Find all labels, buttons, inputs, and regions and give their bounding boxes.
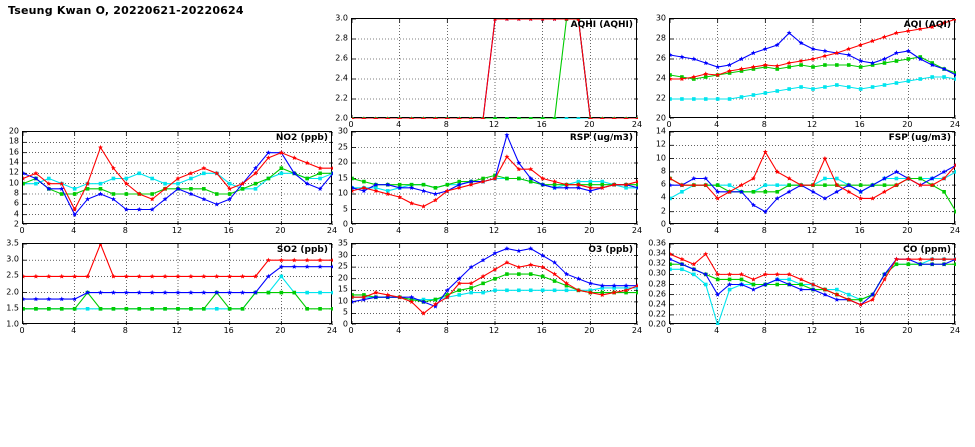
xtick-rsp-5: 20 bbox=[584, 226, 595, 235]
ytick-rsp-2: 10 bbox=[337, 188, 348, 198]
xtick-no2-6: 24 bbox=[326, 226, 338, 235]
ytick-aqi-1: 22 bbox=[655, 93, 666, 103]
chart-panel-fsp bbox=[639, 126, 961, 237]
ytick-rsp-1: 5 bbox=[342, 204, 348, 213]
xtick-fsp-0: 0 bbox=[666, 226, 672, 235]
ytick-co-0: 0.20 bbox=[648, 319, 666, 329]
plot-svg-no2 bbox=[23, 132, 333, 225]
plot-svg-co bbox=[670, 244, 956, 325]
xtick-rsp-0: 0 bbox=[348, 226, 354, 235]
plot-area-no2 bbox=[22, 131, 332, 224]
xtick-o3-4: 16 bbox=[536, 326, 547, 335]
xtick-aqi-5: 20 bbox=[902, 120, 913, 129]
xtick-rsp-6: 24 bbox=[631, 226, 643, 235]
xtick-fsp-4: 16 bbox=[854, 226, 865, 235]
ytick-rsp-4: 20 bbox=[337, 157, 348, 167]
ytick-fsp-0: 0 bbox=[660, 219, 666, 229]
xtick-aqhi-2: 8 bbox=[443, 120, 449, 129]
chart-title-aqi: AQI (AQI) bbox=[903, 20, 951, 30]
ytick-no2-6: 14 bbox=[8, 157, 19, 167]
chart-panel-rsp bbox=[321, 126, 643, 237]
xtick-aqi-0: 0 bbox=[666, 120, 672, 129]
ytick-aqhi-5: 3.0 bbox=[335, 13, 348, 23]
ytick-rsp-3: 15 bbox=[337, 173, 348, 182]
ytick-o3-6: 30 bbox=[337, 250, 348, 260]
plot-area-aqhi bbox=[351, 18, 637, 118]
ytick-no2-8: 18 bbox=[8, 136, 19, 146]
ytick-fsp-6: 12 bbox=[655, 139, 666, 149]
ytick-aqi-2: 24 bbox=[655, 73, 666, 83]
xtick-so2-4: 16 bbox=[223, 326, 234, 335]
page-title: Tseung Kwan O, 20220621-20220624 bbox=[8, 4, 244, 17]
ytick-aqi-0: 20 bbox=[655, 113, 666, 123]
ytick-no2-9: 20 bbox=[8, 126, 19, 136]
xtick-rsp-4: 16 bbox=[536, 226, 547, 235]
ytick-aqi-5: 30 bbox=[655, 13, 666, 23]
ytick-fsp-1: 2 bbox=[660, 206, 666, 216]
xtick-co-0: 0 bbox=[666, 326, 672, 335]
ytick-o3-4: 20 bbox=[337, 273, 348, 283]
ytick-so2-1: 1.5 bbox=[6, 303, 19, 313]
ytick-fsp-4: 8 bbox=[660, 166, 666, 176]
xtick-rsp-3: 12 bbox=[488, 226, 500, 235]
xtick-co-5: 20 bbox=[902, 326, 913, 335]
xtick-o3-6: 24 bbox=[631, 326, 643, 335]
plot-svg-rsp bbox=[352, 132, 638, 225]
xtick-so2-1: 4 bbox=[71, 326, 77, 335]
xtick-o3-5: 20 bbox=[584, 326, 595, 335]
xtick-no2-5: 20 bbox=[275, 226, 286, 235]
xtick-co-4: 16 bbox=[854, 326, 865, 335]
ytick-no2-5: 12 bbox=[8, 167, 19, 177]
ytick-co-4: 0.28 bbox=[648, 279, 666, 288]
ytick-o3-1: 5 bbox=[342, 307, 348, 317]
xtick-aqhi-4: 16 bbox=[536, 120, 547, 129]
ytick-o3-7: 35 bbox=[337, 238, 348, 248]
plot-area-rsp bbox=[351, 131, 637, 224]
plot-svg-o3 bbox=[352, 244, 638, 325]
xtick-so2-5: 20 bbox=[275, 326, 286, 335]
xtick-so2-2: 8 bbox=[122, 326, 128, 335]
ytick-rsp-5: 25 bbox=[337, 142, 348, 151]
chart-panel-so2 bbox=[0, 238, 338, 337]
xtick-fsp-6: 24 bbox=[949, 226, 961, 235]
plot-area-fsp bbox=[669, 131, 955, 224]
xtick-so2-0: 0 bbox=[19, 326, 25, 335]
plot-area-o3 bbox=[351, 243, 637, 324]
xtick-no2-0: 0 bbox=[19, 226, 25, 235]
xtick-so2-3: 12 bbox=[171, 326, 183, 335]
chart-title-no2: NO2 (ppb) bbox=[275, 133, 328, 143]
ytick-fsp-2: 4 bbox=[660, 192, 666, 202]
xtick-rsp-1: 4 bbox=[396, 226, 402, 235]
chart-title-so2: SO2 (ppb) bbox=[276, 245, 328, 255]
ytick-aqi-3: 26 bbox=[655, 53, 666, 63]
ytick-rsp-0: 0 bbox=[342, 219, 348, 229]
series-fsp-day-2 bbox=[670, 163, 956, 214]
plot-svg-aqi bbox=[670, 19, 956, 119]
ytick-aqi-4: 28 bbox=[655, 33, 666, 43]
ytick-fsp-7: 14 bbox=[655, 126, 666, 136]
xtick-co-2: 8 bbox=[761, 326, 767, 335]
ytick-o3-0: 0 bbox=[342, 319, 348, 329]
ytick-co-1: 0.22 bbox=[648, 309, 666, 319]
ytick-no2-0: 2 bbox=[13, 219, 19, 229]
ytick-so2-2: 2.0 bbox=[6, 287, 19, 297]
chart-title-rsp: RSP (ug/m3) bbox=[569, 133, 633, 143]
ytick-so2-4: 3.0 bbox=[6, 254, 19, 264]
series-no2-day-3 bbox=[23, 166, 333, 195]
chart-panel-aqi bbox=[639, 13, 961, 131]
chart-panel-o3 bbox=[321, 238, 643, 337]
xtick-fsp-5: 20 bbox=[902, 226, 913, 235]
ytick-no2-4: 10 bbox=[8, 178, 19, 188]
ytick-aqhi-2: 2.4 bbox=[335, 73, 348, 83]
xtick-no2-3: 12 bbox=[171, 226, 183, 235]
plot-svg-aqhi bbox=[352, 19, 638, 119]
chart-panel-no2 bbox=[0, 126, 338, 237]
xtick-aqhi-6: 24 bbox=[631, 120, 643, 129]
xtick-no2-2: 8 bbox=[122, 226, 128, 235]
xtick-rsp-2: 8 bbox=[443, 226, 449, 235]
ytick-no2-1: 4 bbox=[13, 209, 19, 219]
xtick-co-3: 12 bbox=[806, 326, 818, 335]
chart-title-fsp: FSP (ug/m3) bbox=[888, 133, 951, 143]
ytick-o3-5: 25 bbox=[337, 261, 348, 271]
ytick-o3-2: 10 bbox=[337, 296, 348, 306]
ytick-rsp-6: 30 bbox=[337, 126, 348, 136]
ytick-no2-2: 6 bbox=[13, 198, 19, 208]
xtick-o3-3: 12 bbox=[488, 326, 500, 335]
plot-area-aqi bbox=[669, 18, 955, 118]
chart-panel-co bbox=[639, 238, 961, 337]
xtick-aqi-6: 24 bbox=[949, 120, 961, 129]
ytick-so2-0: 1.0 bbox=[6, 319, 19, 329]
xtick-aqi-4: 16 bbox=[854, 120, 865, 129]
xtick-aqhi-0: 0 bbox=[348, 120, 354, 129]
xtick-no2-1: 4 bbox=[71, 226, 77, 235]
xtick-o3-0: 0 bbox=[348, 326, 354, 335]
xtick-fsp-2: 8 bbox=[761, 226, 767, 235]
xtick-fsp-3: 12 bbox=[806, 226, 818, 235]
ytick-aqhi-0: 2.0 bbox=[335, 113, 348, 123]
xtick-aqi-1: 4 bbox=[714, 120, 720, 129]
xtick-no2-4: 16 bbox=[223, 226, 234, 235]
ytick-co-8: 0.36 bbox=[648, 238, 666, 248]
chart-title-o3: O3 (ppb) bbox=[588, 245, 633, 255]
ytick-co-6: 0.32 bbox=[648, 258, 666, 268]
xtick-co-1: 4 bbox=[714, 326, 720, 335]
xtick-co-6: 24 bbox=[949, 326, 961, 335]
ytick-fsp-3: 6 bbox=[660, 179, 666, 189]
ytick-aqhi-4: 2.8 bbox=[335, 33, 348, 43]
chart-title-aqhi: AQHI (AQHI) bbox=[570, 20, 633, 30]
xtick-so2-6: 24 bbox=[326, 326, 338, 335]
xtick-aqhi-5: 20 bbox=[584, 120, 595, 129]
plot-svg-so2 bbox=[23, 244, 333, 325]
ytick-so2-3: 2.5 bbox=[6, 270, 19, 280]
chart-panel-aqhi bbox=[321, 13, 643, 131]
ytick-co-2: 0.24 bbox=[648, 299, 666, 309]
plot-area-co bbox=[669, 243, 955, 324]
xtick-aqi-3: 12 bbox=[806, 120, 818, 129]
ytick-aqhi-1: 2.2 bbox=[335, 93, 348, 103]
ytick-aqhi-3: 2.6 bbox=[335, 53, 348, 63]
ytick-fsp-5: 10 bbox=[655, 153, 666, 163]
chart-title-co: CO (ppm) bbox=[903, 245, 951, 255]
xtick-aqhi-1: 4 bbox=[396, 120, 402, 129]
xtick-o3-1: 4 bbox=[396, 326, 402, 335]
ytick-co-5: 0.30 bbox=[648, 268, 666, 278]
ytick-co-7: 0.34 bbox=[648, 248, 666, 258]
ytick-co-3: 0.26 bbox=[648, 289, 666, 299]
xtick-fsp-1: 4 bbox=[714, 226, 720, 235]
ytick-no2-7: 16 bbox=[8, 147, 19, 157]
ytick-no2-3: 8 bbox=[13, 188, 19, 198]
xtick-aqhi-3: 12 bbox=[488, 120, 500, 129]
plot-svg-fsp bbox=[670, 132, 956, 225]
xtick-aqi-2: 8 bbox=[761, 120, 767, 129]
plot-area-so2 bbox=[22, 243, 332, 324]
ytick-so2-5: 3.5 bbox=[6, 238, 19, 248]
ytick-o3-3: 15 bbox=[337, 284, 348, 294]
xtick-o3-2: 8 bbox=[443, 326, 449, 335]
